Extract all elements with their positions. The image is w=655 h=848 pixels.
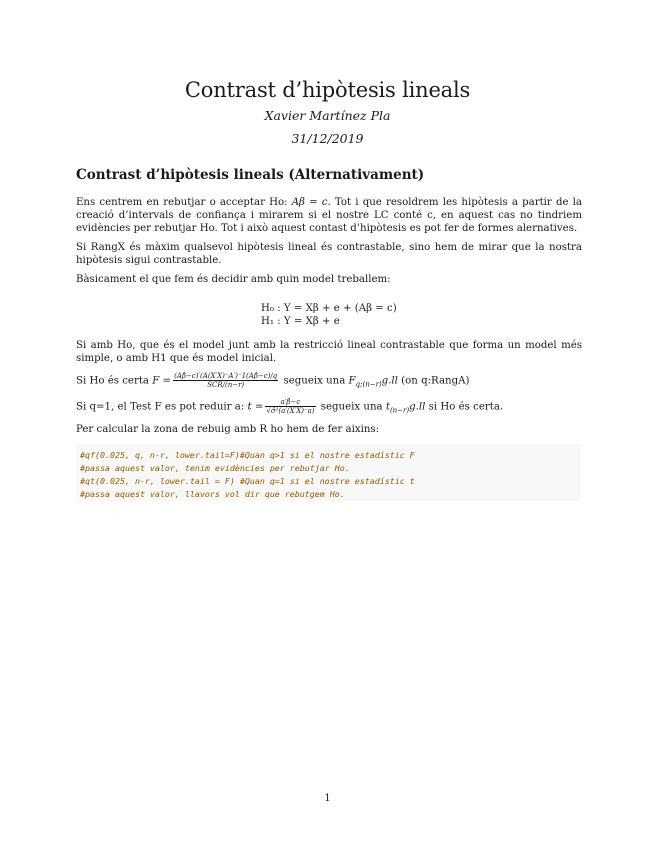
equation-h1: H₁ : Y = Xβ + e [261, 316, 340, 327]
paragraph-intro [76, 196, 582, 235]
equation-h0: H₀ : Y = Xβ + e + (Aβ = c) [261, 303, 397, 314]
t-distribution: t [385, 401, 390, 413]
f-distribution-subscript: q;(n−r) [355, 380, 382, 389]
paragraph-intro-post: . Tot i que resoldrem les hipòtesis a partir de la creació d’intervals de confiança i mirarem si el nostre LC conté c, en aquest cas no tindriem evidències per rebutjar Ho. Tot i això aquest contast d’hipòtesis es pot fer de formes alernatives. [76, 197, 582, 234]
f-statistic-denominator: SCR/(n−r) [207, 381, 245, 389]
code-line: #qt(0.025, n-r, lower.tail = F) #Quan q=1 si el nostre estadístic t [80, 476, 415, 486]
f-statistic-numerator: (Aβ̂−c)′(A(X′X)⁻A′)⁻1(Aβ̂−c)/q [174, 372, 278, 380]
document-date: 31/12/2019 [291, 131, 364, 146]
code-line: #passa aquest valor, tenim evidències per rebutjar Ho. [80, 463, 350, 473]
model-equations [261, 302, 397, 328]
f-statistic-fraction [173, 372, 278, 389]
t-degrees-of-freedom: g.ll [409, 401, 426, 413]
f-degrees-of-freedom: g.ll [381, 375, 398, 387]
t-statistic-numerator: a′β̂−c [265, 398, 315, 407]
f-distribution: F [348, 375, 356, 387]
t-test-mid: segueix una [317, 401, 386, 413]
paragraph-f-test [76, 372, 582, 393]
t-statistic-denominator: √σ̂²(a′(X′X)⁻a) [266, 407, 315, 415]
paragraph-model-choice: Si amb Ho, que és el model junt amb la restricció lineal contrastable que forma un model més simple, o amb H1 que és model inicial. [76, 340, 582, 364]
f-test-pre: Si Ho és certa [76, 375, 153, 387]
paragraph-rank: Si RangX és màxim qualsevol hipòtesis lineal és contrastable, sino hem de mirar que la nostra hipòtesis sigui contrastable. [76, 242, 582, 266]
code-block [76, 444, 581, 501]
page-number: 1 [324, 793, 331, 804]
hypothesis-equation: Aβ = c [291, 197, 328, 208]
document-title: Contrast d’hipòtesis lineals [184, 78, 471, 102]
paragraph-r-intro: Per calcular la zona de rebuig amb R ho hem de fer aixins: [76, 424, 380, 435]
t-statistic-lhs: t = [247, 401, 264, 413]
paragraph-intro-pre: Ens centrem en rebutjar o acceptar Ho: [76, 197, 292, 208]
f-test-mid: segueix una [280, 375, 349, 387]
t-test-pre: Si q=1, el Test F es pot reduir a: [76, 401, 248, 413]
section-heading: Contrast d’hipòtesis lineals (Alternativament) [76, 167, 425, 183]
paragraph-t-test [76, 398, 582, 419]
f-statistic-lhs: F = [152, 375, 172, 387]
t-test-post: si Ho és certa. [425, 401, 504, 413]
code-line: #qf(0.025, q, n-r, lower.tail=F)#Quan q>1 si el nostre estadístic F [80, 450, 415, 460]
paragraph-models: Bàsicament el que fem és decidir amb quin model treballem: [76, 274, 391, 285]
t-statistic-fraction [265, 398, 315, 415]
author-name: Xavier Martínez Pla [264, 108, 391, 123]
code-line: #passa aquest valor, llavors vol dir que rebutgem Ho. [80, 489, 345, 499]
t-distribution-subscript: (n−r) [389, 406, 410, 415]
f-test-post: (on q:RangA) [397, 375, 470, 387]
